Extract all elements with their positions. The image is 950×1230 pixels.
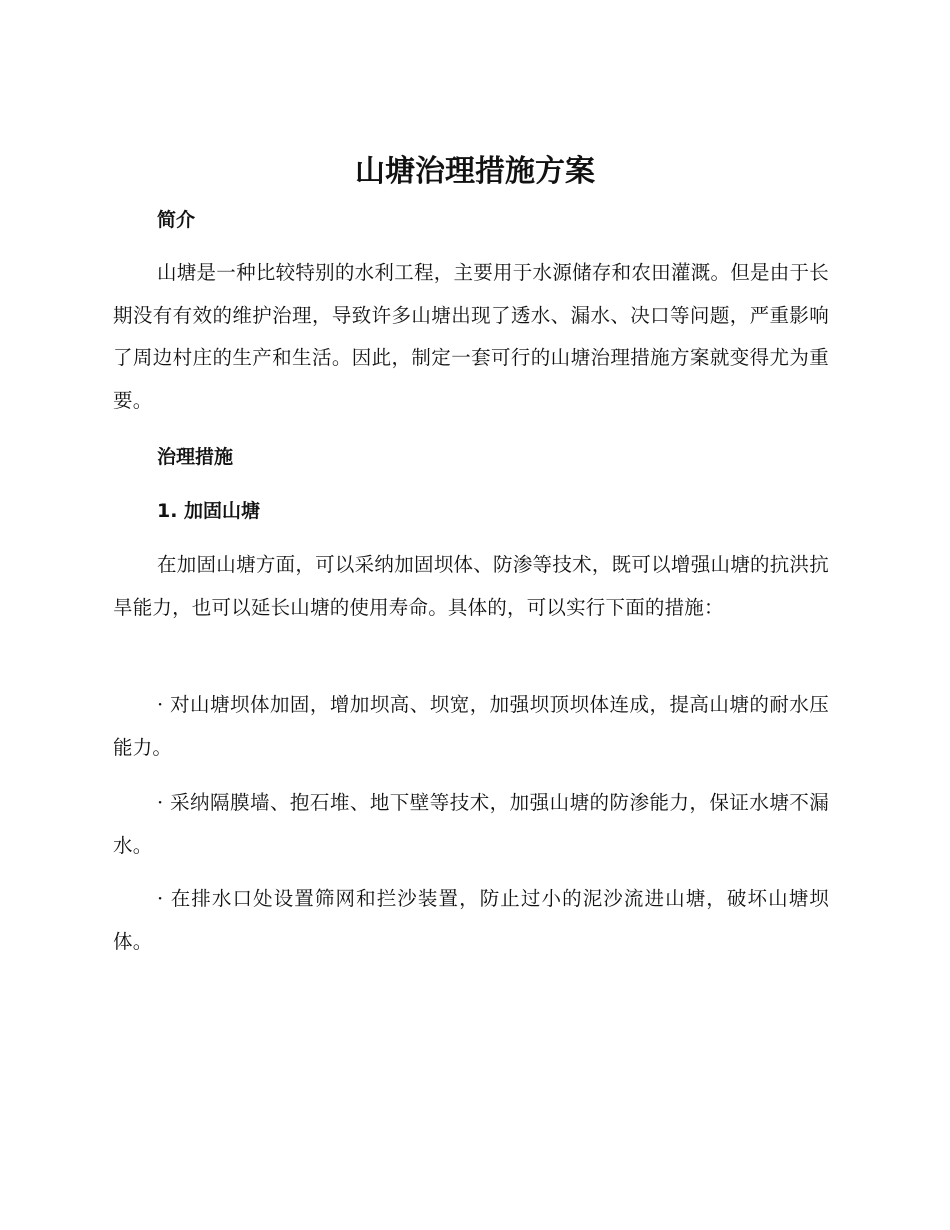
sub-heading-reinforce: 1. 加固山塘 (157, 500, 261, 522)
measures-heading: 治理措施 (157, 446, 234, 468)
document-title: 山塘治理措施方案 (355, 154, 595, 189)
bullet-item: · 对山塘坝体加固，增加坝高、坝宽，加强坝顶坝体连成，提高山塘的耐水压能力。 (113, 693, 829, 759)
intro-paragraph: 山塘是一种比较特别的水利工程，主要用于水源储存和农田灌溉。但是由于长期没有有效的维护治理，导致许多山塘出现了透水、漏水、决口等问题，严重影响了周边村庄的生产和生活。因此，制定一套可行的山塘治理措施方案就变得尤为重要。 (113, 261, 829, 412)
bullet-item: · 在排水口处设置筛网和拦沙装置，防止过小的泥沙流进山塘，破坏山塘坝体。 (113, 887, 829, 953)
intro-heading: 简介 (157, 209, 196, 231)
bullet-item: · 采纳隔膜墙、抱石堆、地下壁等技术，加强山塘的防渗能力，保证水塘不漏水。 (113, 791, 829, 857)
reinforce-paragraph: 在加固山塘方面，可以采纳加固坝体、防渗等技术，既可以增强山塘的抗洪抗旱能力，也可以延长山塘的使用寿命。具体的，可以实行下面的措施： (113, 553, 829, 619)
